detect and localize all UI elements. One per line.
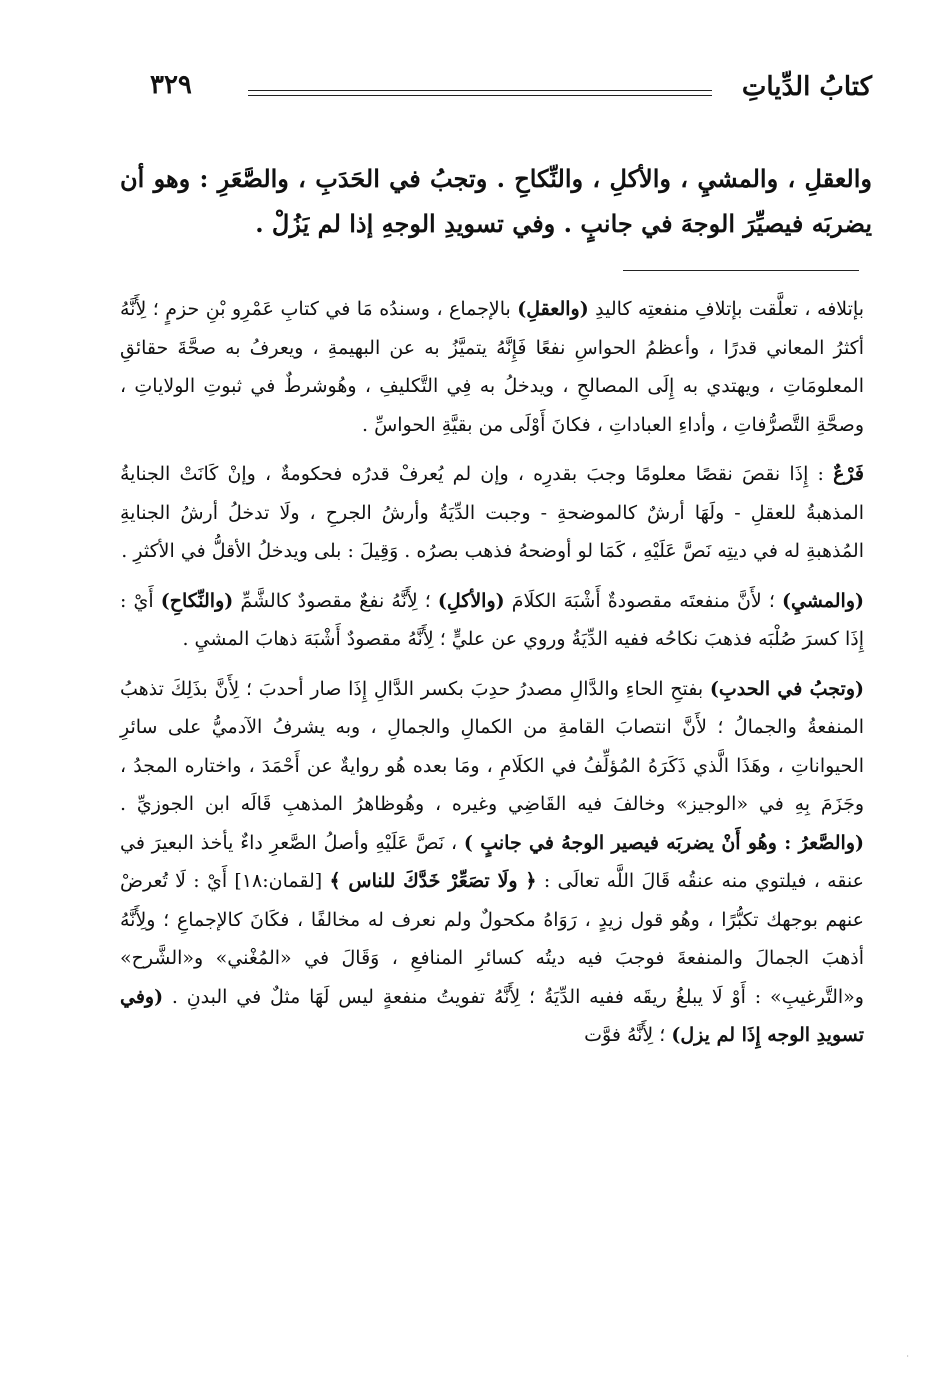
commentary-text: [لقمان:١٨] أَيْ : لَا تُعرضْ عنهم بوجهك تكبُّرًا ، وهُو قول زيدٍ ، رَوَاهُ مكحولٌ ولم نعرف له مخالفًا ، فكَانَ كالإجماعِ ؛ ولِأَنَّهُ أذهبَ الجمالَ والمنفعةَ فوجبَ فيه ديتُه كسائرِ المنافعِ ، وَقَالَ في «المُغْني» و«الشَّرح» و«التَّرغيبِ» : أَوْ لَا يبلغُ ريقَه ففيه الدِّيَةُ ؛ لِأَنَّهُ تفويتُ منفعةٍ ليس لَهَا مثلٌ في البدنِ . <box>120 870 864 1008</box>
branch-heading: فَرْعٌ <box>833 463 864 485</box>
main-text: والعقلِ ، والمشيِ ، والأكلِ ، والنِّكاحِ . وتجبُ في الحَدَبِ ، والصَّعَرِ : وهو أن يضربَه فيصيِّرَ الوجهَ في جانبٍ . وفي تسويدِ الوجهِ إذا لم يَزُلْ . <box>120 164 872 238</box>
book-title: كتابُ الدِّياتِ <box>741 72 872 102</box>
commentary-text: : إِذَا نقصَ نقصًا معلومًا وجبَ بقدرِه ، وإن لم يُعرفْ قدرُه فحكومةٌ ، وإنْ كَانَتْ الجنايةُ المذهبةُ للعقلِ - ولَهَا أرشٌ كالموضحةِ - وجبت الدِّيَةُ وأرشُ الجرحِ ، ولَا تدخلُ أرشُ الجنايةِ المُذهبةِ له في ديتِه نَصَّ عَلَيْهِ ، كَمَا لو أوضحهُ فذهب بصرُه . وَقِيلَ : بلى ويدخلُ الأقلُّ في الأكثرِ . <box>120 463 864 562</box>
commentary-text: ؛ لِأَنَّهُ فوَّت <box>584 1024 672 1046</box>
footnote-separator <box>623 270 859 271</box>
quoted-matn: (والنِّكاحِ) <box>160 589 234 612</box>
page-number: ٣٢٩ <box>150 70 192 100</box>
commentary <box>120 290 864 1066</box>
commentary-text: بفتحِ الحاءِ والدَّالِ مصدرُ حدِبَ بكسر الدَّالِ إِذَا صار أحدبَ ؛ لِأَنَّ بذَلِكَ تذهبُ المنفعةُ والجمالُ ؛ لأَنَّ انتصابَ القامةِ من الكمالِ والجمالِ ، وبه يشرفُ الآدميُّ على سائرِ الحيواناتِ ، وهَذَا الَّذي ذَكَرَهُ المُؤلِّفُ في الكلَامِ ، ومَا بعده هُو روايةٌ عن أَحْمَدَ ، واختاره المجدُ ، وجَزَمَ بِهِ في «الوجيز» وخالفَ فيه القَاضِي وغيره ، وهُوظاهرُ المذهبِ قَالَه ابن الجوزيِّ . <box>120 677 864 815</box>
commentary-text: بإتلافه ، تعلَّقت بإتلافِ منفعتِه كاليدِ <box>588 298 864 320</box>
quoted-matn: (وفي تسويدِ الوجه إِذَا لم يزل) <box>120 985 864 1046</box>
quoted-matn: (والمشيِ) <box>782 589 864 612</box>
commentary-paragraph <box>120 670 864 1055</box>
quran-verse: ﴿ ولَا تصَعِّرْ خَدَّكَ للناس ﴾ <box>329 870 537 892</box>
commentary-text: أَيْ : إِذَا كسرَ صُلْبَه فذهبَ نكاحُه ففيه الدِّيَةُ وروي عن عليٍّ ؛ لِأَنَّهُ مقصودٌ أَشْبَهَ ذهابَ المشيِ . <box>120 589 864 650</box>
scan-speck: · <box>906 1352 909 1361</box>
commentary-paragraph <box>120 455 864 571</box>
commentary-paragraph <box>120 582 864 659</box>
header-rule <box>248 90 712 96</box>
quoted-matn: (والصَّعرُ : وهُو أَنْ يضربَه فيصير الوجهُ في جانبٍ ) <box>463 831 864 854</box>
commentary-text: ؛ لأَنَّ منفعتَه مقصودةٌ أَشْبَهَ الكلَامَ <box>504 589 782 612</box>
commentary-paragraph <box>120 290 864 444</box>
page-header <box>150 58 872 118</box>
commentary-text: بالإجماع ، وسندُه مَا في كتابِ عَمْرِو بْنِ حزمٍ ؛ لِأَنَّهُ أكثرُ المعاني قدرًا ، وأعظمُ الحواسِ نفعًا فَإِنَّهُ يتميَّزُ به عن البهيمةِ ، ويعرفُ به صحَّةَ حقائقِ المعلومَاتِ ، ويهتدي به إِلَى المصالحِ ، ويدخلُ به فِي التَّكليفِ ، وهُوشرطٌ في ثبوتِ الولاياتِ ، وصحَّةِ التَّصرُّفاتِ ، وأداءِ العباداتِ ، فكانَ أَوْلَى من بقيَّةِ الحواسِّ . <box>120 298 864 436</box>
quoted-matn: (وتجبُ في الحدبِ) <box>709 677 864 700</box>
commentary-text: ؛ لِأَنَّهُ نفعٌ مقصودٌ كالشَّمِّ <box>233 589 438 612</box>
quoted-matn: (والأكلِ) <box>437 589 505 612</box>
commentary-text: ، نَصَّ عَلَيْهِ وأصلُ الصَّعرِ داءٌ يأخذ البعيرَ في عنقه ، فيلتوي منه عنقُه قَالَ اللَّه تعالَى : <box>120 831 864 892</box>
quoted-matn: (والعقلِ) <box>517 298 589 320</box>
